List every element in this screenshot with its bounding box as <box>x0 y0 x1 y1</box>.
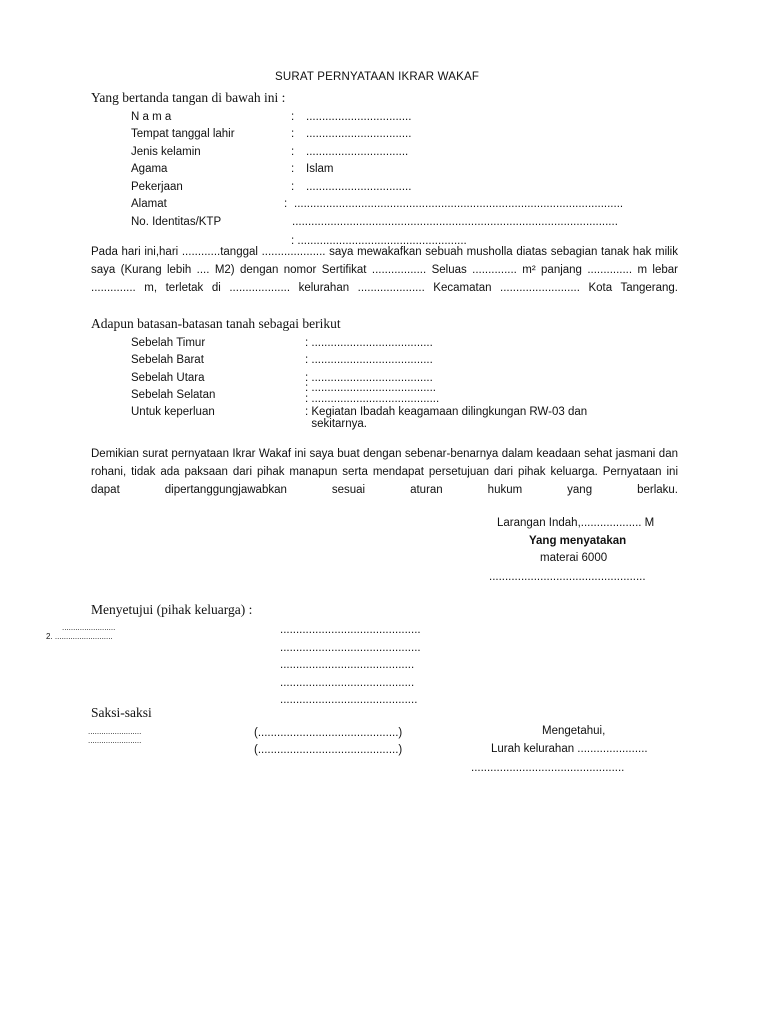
saksi-name-line: ........................ <box>88 736 142 745</box>
materai-label: materai 6000 <box>540 552 608 564</box>
batasan-value-keperluan: : Kegiatan Ibadah keagamaan dilingkungan RW-03 dan sekitarnya. <box>305 406 588 430</box>
batasan-label-keperluan: Untuk keperluan <box>131 406 215 418</box>
identity-label-nama: N a m a <box>131 111 172 123</box>
identity-label-ktp: No. Identitas/KTP <box>131 216 222 228</box>
identity-value-ktp: ...................................................................................................... <box>292 216 618 228</box>
saksi-signature-line: (............................................) <box>254 744 403 756</box>
identity-value-pekerjaan: ................................. <box>306 181 412 193</box>
saksi-name-line: ........................ <box>88 727 142 736</box>
batasan-value-utara: : ...................................... <box>305 372 433 384</box>
document-title: SURAT PERNYATAAN IKRAR WAKAF <box>275 71 480 83</box>
identity-colon: : <box>291 181 295 193</box>
family-signature-line: .......................................... <box>280 659 415 671</box>
family-signature-line: ............................................ <box>280 624 421 636</box>
identity-label-agama: Agama <box>131 163 168 175</box>
identity-colon: : <box>284 198 288 210</box>
identity-value-jenis-kelamin: ................................ <box>306 146 409 158</box>
batasan-label-timur: Sebelah Timur <box>131 337 206 349</box>
batasan-label-barat: Sebelah Barat <box>131 354 204 366</box>
identity-colon: : <box>291 146 295 158</box>
batasan-value-barat: : ...................................... <box>305 354 433 366</box>
family-signature-line: ........................................... <box>280 694 418 706</box>
identity-colon: : <box>291 163 295 175</box>
identity-colon: : <box>291 128 295 140</box>
identity-value-nama: ................................. <box>306 111 412 123</box>
batasan-value-selatan: : ....................................... : ........................................ <box>305 382 440 405</box>
identity-value-agama: Islam <box>306 163 334 175</box>
saksi-signature-line: (............................................) <box>254 727 403 739</box>
family-signature-line: .......................................... <box>280 677 415 689</box>
lurah-label: Lurah kelurahan ...................... <box>491 743 648 755</box>
family-witness-2: 2. .......................... <box>46 632 113 641</box>
wakaf-paragraph: Pada hari ini,hari ............tanggal .................... saya mewakafkan sebuah musholla diatas sebagian tanak hak milik saya (Kurang lebih .... M2) dengan nomor Sertifikat ................. Seluas .............. m² panjang .............. m lebar .............. m, terletak di ................... kelurahan ..................... Kecamatan ......................... Kota Tangerang. <box>91 246 678 294</box>
batasan-value-timur: : ...................................... <box>305 337 433 349</box>
identity-label-alamat: Alamat <box>131 198 167 210</box>
batasan-label-selatan: Sebelah Selatan <box>131 389 216 401</box>
batasan-heading: Adapun batasan-batasan tanah sebagai berikut <box>91 316 341 331</box>
identity-value-alamat: ....................................................................................................... <box>294 198 624 210</box>
identity-value-ttl: ................................. <box>306 128 412 140</box>
family-signature-line: ............................................ <box>280 642 421 654</box>
family-witness-1: ........................ <box>62 623 116 632</box>
saksi-heading: Saksi-saksi <box>91 705 152 720</box>
identity-colon: : <box>291 111 295 123</box>
lurah-signature-line: ................................................ <box>471 762 625 774</box>
intro-text: Yang bertanda tangan di bawah ini : <box>91 90 286 105</box>
place-date: Larangan Indah,................... M <box>497 517 655 529</box>
batasan-label-utara: Sebelah Utara <box>131 372 205 384</box>
identity-label-pekerjaan: Pekerjaan <box>131 181 183 193</box>
signature-line: ................................................. <box>489 571 646 583</box>
stating-label: Yang menyatakan <box>529 535 627 547</box>
closing-paragraph: Demikian surat pernyataan Ikrar Wakaf ini saya buat dengan sebenar-benarnya dalam keadaan sehat jasmani dan rohani, tidak ada paksaan dari pihak manapun serta mendapat persetujuan dari pihak keluarga. Pernyataan ini dapat dipertanggungjawabkan sesuai aturan hukum yang berlaku. <box>91 448 678 496</box>
identity-extra-line: : ..................................................... <box>291 235 467 247</box>
menyetujui-heading: Menyetujui (pihak keluarga) : <box>91 602 253 617</box>
mengetahui-label: Mengetahui, <box>542 725 606 737</box>
identity-label-jenis-kelamin: Jenis kelamin <box>131 146 201 158</box>
identity-label-ttl: Tempat tanggal lahir <box>131 128 235 140</box>
